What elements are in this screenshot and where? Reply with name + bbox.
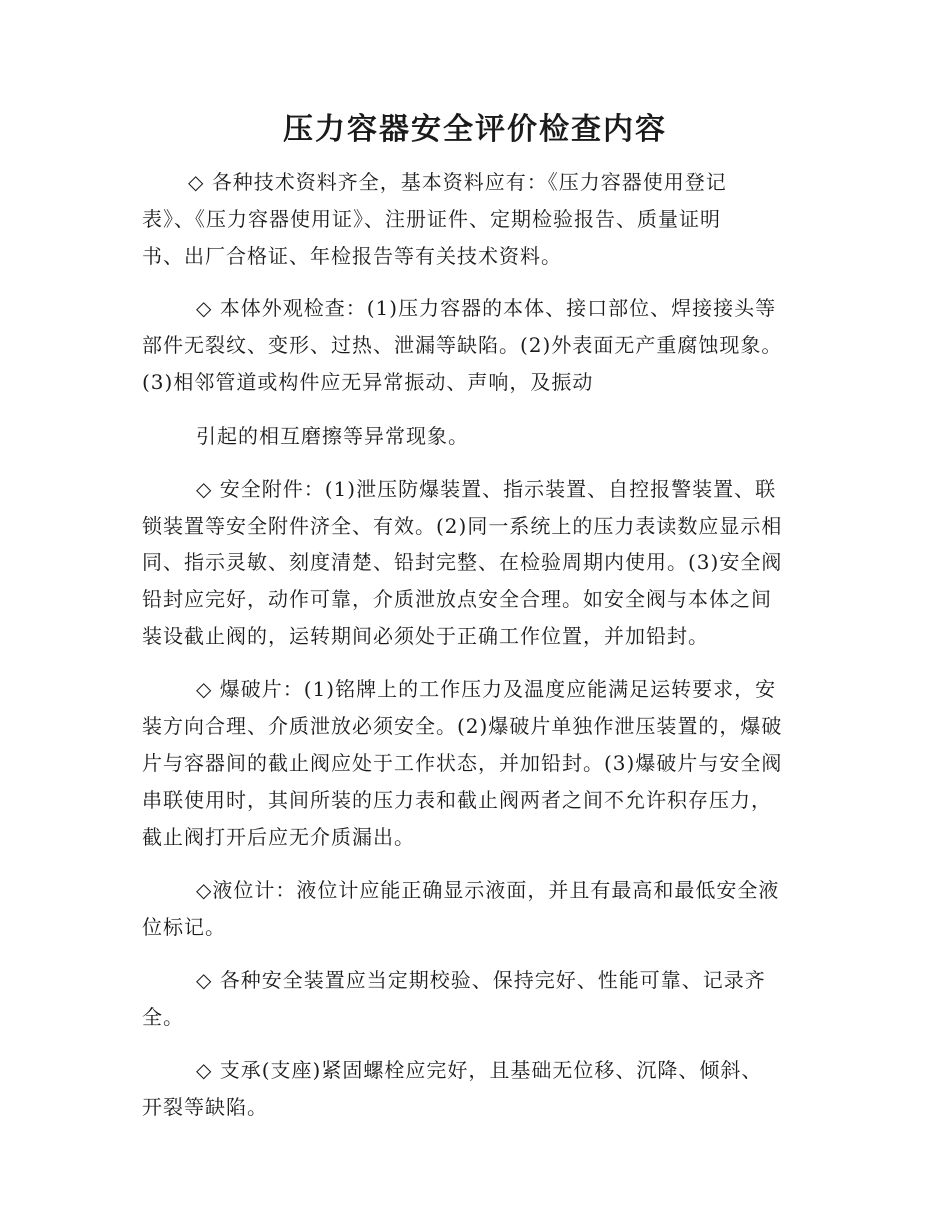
paragraph-line: ◇ 爆破片：(1)铭牌上的工作压力及温度应能满足运转要求，安 — [196, 677, 777, 701]
paragraph-line: 片与容器间的截止阀应处于工作状态，并加铅封。(3)爆破片与安全阀 — [142, 751, 783, 775]
paragraph-line: ◇ 各种安全装置应当定期校验、保持完好、性能可靠、记录齐 — [196, 968, 766, 992]
paragraph-line: 部件无裂纹、变形、过热、泄漏等缺陷。(2)外表面无产重腐蚀现象。 — [142, 333, 783, 357]
paragraph-line: 引起的相互磨擦等异常现象。 — [196, 424, 469, 448]
paragraph-line: ◇ 安全附件：(1)泄压防爆装置、指示装置、自控报警装置、联 — [196, 477, 777, 501]
paragraph-line: 同、指示灵敏、刻度清楚、铅封完整、在检验周期内使用。(3)安全阀 — [142, 550, 783, 574]
paragraph-line: 串联使用时，其间所装的压力表和截止阀两者之间不允许积存压力， — [142, 788, 772, 812]
paragraph-line: ◇ 各种技术资料齐全，基本资料应有：《压力容器使用登记 — [188, 170, 727, 194]
paragraph-line: 截止阀打开后应无介质漏出。 — [142, 825, 415, 849]
paragraph-line: ◇ 本体外观检查：(1)压力容器的本体、接口部位、焊接接头等 — [196, 296, 777, 320]
paragraph-line: ◇ 支承(支座)紧固螺栓应完好，且基础无位移、沉降、倾斜、 — [196, 1058, 763, 1082]
paragraph-line: 位标记。 — [142, 915, 226, 939]
paragraph-line: 表》、《压力容器使用证》、注册证件、定期检验报告、质量证明 — [142, 207, 721, 231]
paragraph-line: 书、出厂合格证、年检报告等有关技术资料。 — [142, 244, 562, 268]
paragraph-line: (3)相邻管道或构件应无异常振动、声响，及振动 — [142, 370, 594, 394]
paragraph-line: 装设截止阀的，运转期间必须处于正确工作位置，并加铅封。 — [142, 624, 709, 648]
paragraph-line: 开裂等缺陷。 — [142, 1095, 268, 1119]
paragraph-line: 装方向合理、介质泄放必须安全。(2)爆破片单独作泄压装置的，爆破 — [142, 714, 783, 738]
page-title: 压力容器安全评价检查内容 — [283, 112, 667, 147]
paragraph-line: 锁装置等安全附件济全、有效。(2)同一系统上的压力表读数应显示相 — [142, 514, 783, 538]
paragraph-line: 铅封应完好，动作可靠，介质泄放点安全合理。如安全阀与本体之间 — [142, 587, 772, 611]
paragraph-line: ◇液位计：液位计应能正确显示液面，并且有最高和最低安全液 — [196, 878, 780, 902]
paragraph-line: 全。 — [142, 1005, 184, 1029]
